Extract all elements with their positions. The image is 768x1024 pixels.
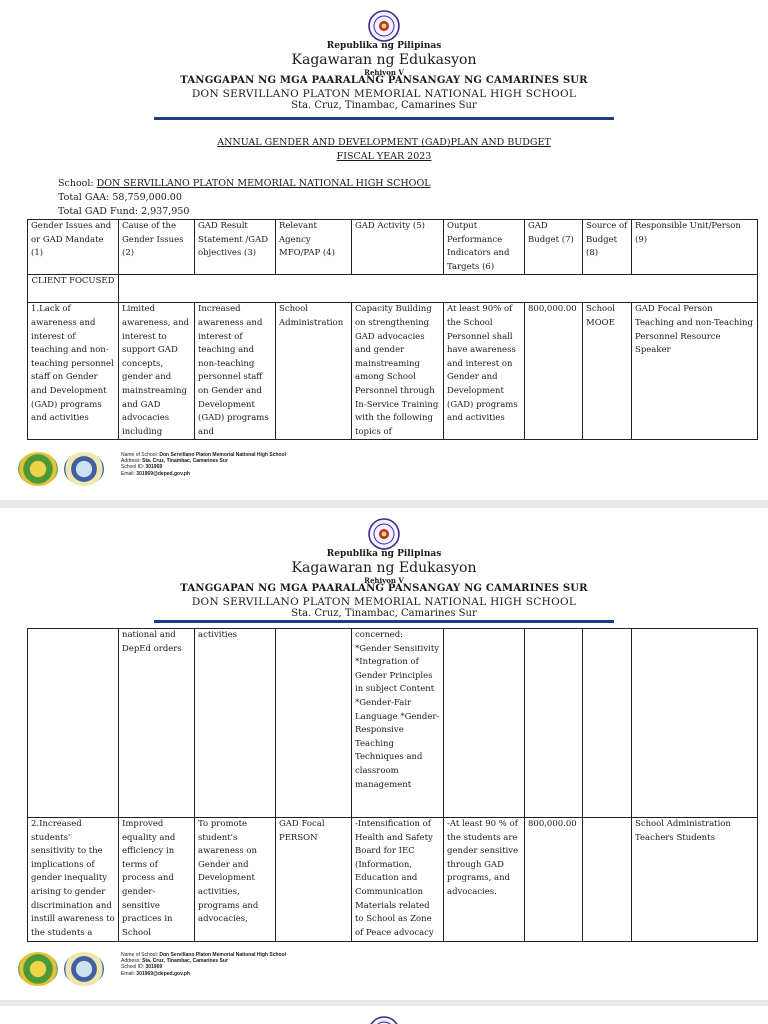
deped-seal-icon [368,10,400,42]
table-cell [28,629,119,818]
table-header-cell: Cause of the Gender Issues (2) [119,220,195,275]
table-cell: School Administration Teachers Students [632,818,758,942]
deped-seal-icon [368,518,400,550]
table-cell [632,629,758,818]
footer [0,950,768,990]
section-label: CLIENT FOCUSED [28,275,119,303]
table-cell: concerned: *Gender Sensitivity *Integration of Gender Principles in subject Content *Gender-Fair Language *Gender-Responsive Teaching Techniques and classroom management [352,629,444,818]
table-row [28,818,758,942]
footer-address-label: Address: [121,458,141,465]
footer-address-label: Address: [121,958,141,965]
header-republic: Republika ng Pilipinas [326,549,442,559]
header-office: TANGGAPAN NG MGA PAARALANG PANSANGAY NG CAMARINES SUR [180,75,588,86]
footer-id-value: 301969 [145,964,163,971]
school-line [58,178,431,189]
footer-name-value: Don Servillano Platon Memorial National High School [159,952,287,958]
table-cell: 1.Lack of awareness and interest of teaching and non-teaching personnel staff on Gender and Development (GAD) programs and activities [28,303,119,440]
header-school: DON SERVILLANO PLATON MEMORIAL NATIONAL HIGH SCHOOL [191,88,577,100]
header-rule [154,117,614,120]
footer-contact [121,952,286,977]
total-gaa: Total GAA: 58,759,000.00 [58,192,182,203]
table-cell [583,629,632,818]
table-cell: Improved equality and efficiency in terms of process and gender-sensitive practices in School [119,818,195,942]
header-department: Kagawaran ng Edukasyon [291,560,477,576]
document-page-2 [0,508,768,1000]
table-header-cell: Relevant Agency MFO/PAP (4) [276,220,352,275]
header-region: Rehiyon V [364,68,404,77]
footer-name-value: Don Servillano Platon Memorial National High School [159,452,287,458]
footer-email-value: 301969@deped.gov.ph [136,970,190,977]
header-school: DON SERVILLANO PLATON MEMORIAL NATIONAL HIGH SCHOOL [191,596,577,608]
total-gad-fund: Total GAD Fund: 2,937,950 [58,206,190,217]
table-header-cell: GAD Budget (7) [525,220,583,275]
division-logo-icon [64,452,104,486]
table-cell [583,818,632,942]
footer-address-value: Sta. Cruz, Tinambac, Camarines Sur [142,458,228,465]
header-department: Kagawaran ng Edukasyon [291,52,477,68]
footer-id-label: School ID: [121,464,145,471]
table-cell: Capacity Building on strengthening GAD advocacies and gender mainstreaming among School Personnel through In-Service Training with the following topics of [352,303,444,440]
table-cell: GAD Focal Person Teaching and non-Teaching Personnel Resource Speaker [632,303,758,440]
header-office: TANGGAPAN NG MGA PAARALANG PANSANGAY NG CAMARINES SUR [180,583,588,594]
table-cell: activities [195,629,276,818]
footer-contact [121,452,286,477]
gad-plan-table [27,219,758,440]
table-cell: To promote student's awareness on Gender and Development activities, programs and advocacies, [195,818,276,942]
table-header-cell: Gender Issues and or GAD Mandate (1) [28,220,119,275]
footer-name-label: Name of School: [121,952,158,958]
division-logo-icon [64,952,104,986]
table-cell: -At least 90 % of the students are gender sensitive through GAD programs, and advocacies. [444,818,525,942]
school-logo-icon [18,952,58,986]
fiscal-year: FISCAL YEAR 2023 [336,151,432,162]
table-row [28,303,758,440]
table-cell [525,629,583,818]
table-cell: At least 90% of the School Personnel shall have awareness and interest on Gender and Development (GAD) programs and activities [444,303,525,440]
table-cell [444,629,525,818]
table-cell: GAD Focal PERSON [276,818,352,942]
footer-name-label: Name of School: [121,452,158,458]
gad-plan-table-continued [27,628,758,942]
deped-seal-icon [368,1016,400,1024]
table-cell: -Intensification of Health and Safety Board for IEC (Information, Education and Communication Materials related to School as Zone of Peace advocacy [352,818,444,942]
table-cell: Increased awareness and interest of teaching and non-teaching personnel staff on Gender and Development (GAD) programs and [195,303,276,440]
table-cell: national and DepEd orders [119,629,195,818]
table-row [28,629,758,818]
header-rule [154,620,614,623]
table-header-cell: Responsible Unit/Person (9) [632,220,758,275]
table-cell [276,629,352,818]
table-header-cell: GAD Activity (5) [352,220,444,275]
footer-email-label: Email: [121,470,135,477]
table-header-row [28,220,758,275]
table-header-cell: Source of Budget (8) [583,220,632,275]
footer-email-value: 301969@deped.gov.ph [136,470,190,477]
header-address: Sta. Cruz, Tinambac, Camarines Sur [291,608,477,619]
table-cell: Limited awareness, and interest to support GAD concepts, gender and mainstreaming and GAD advocacies including [119,303,195,440]
table-cell: School Administration [276,303,352,440]
section-empty-cell [119,275,758,303]
footer-id-label: School ID: [121,964,145,971]
table-cell: 2.Increased students' sensitivity to the implications of gender inequality arising to gender discrimination and instill awareness to the students a [28,818,119,942]
footer-address-value: Sta. Cruz, Tinambac, Camarines Sur [142,958,228,965]
header-address: Sta. Cruz, Tinambac, Camarines Sur [291,100,477,111]
header-region: Rehiyon V [364,576,404,585]
footer-id-value: 301969 [145,464,163,471]
footer-email-label: Email: [121,970,135,977]
document-page-3 [0,1006,768,1024]
school-name: DON SERVILLANO PLATON MEMORIAL NATIONAL HIGH SCHOOL [96,178,431,189]
table-section-row [28,275,758,303]
table-cell: 800,000.00 [525,303,583,440]
document-title: ANNUAL GENDER AND DEVELOPMENT (GAD)PLAN AND BUDGET [217,137,551,148]
document-page-1 [0,0,768,500]
header-republic: Republika ng Pilipinas [326,41,442,51]
school-logo-icon [18,452,58,486]
table-cell: 800,000.00 [525,818,583,942]
school-label: School: [58,178,94,189]
table-cell: School MOOE [583,303,632,440]
table-header-cell: Output Performance Indicators and Targets (6) [444,220,525,275]
footer [0,450,768,490]
table-header-cell: GAD Result Statement /GAD objectives (3) [195,220,276,275]
